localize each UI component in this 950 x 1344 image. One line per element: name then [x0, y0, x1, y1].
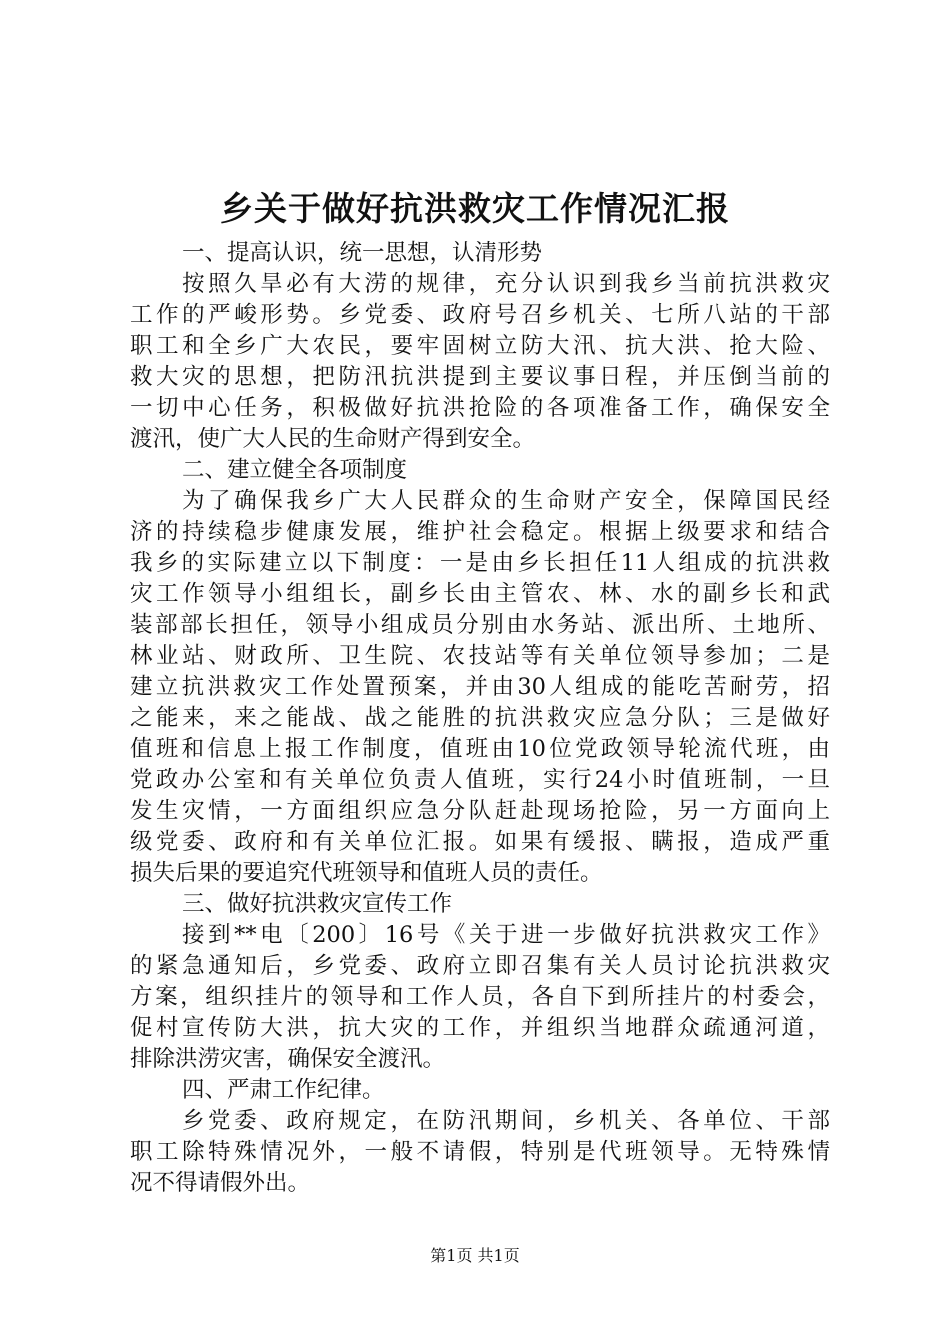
paragraph-line: 职工除特殊情况外，一般不请假，特别是代班领导。无特殊情 [130, 1139, 830, 1165]
paragraph-line: 乡党委、政府规定，在防汛期间，乡机关、各单位、干部 [182, 1108, 830, 1134]
paragraph-line: 损失后果的要追究代班领导和值班人员的责任。 [130, 860, 603, 886]
paragraph-line: 促村宣传防大洪，抗大灾的工作，并组织当地群众疏通河道， [130, 1015, 830, 1041]
paragraph-line: 发生灾情，一方面组织应急分队赶赴现场抢险，另一方面向上 [130, 798, 830, 824]
paragraph-line: 排除洪涝灾害，确保安全渡汛。 [130, 1046, 446, 1072]
paragraph-line: 灾工作领导小组组长，副乡长由主管农、林、水的副乡长和武 [130, 581, 830, 607]
paragraph-line: 救大灾的思想，把防汛抗洪提到主要议事日程，并压倒当前的 [130, 364, 830, 390]
paragraph-line: 为了确保我乡广大人民群众的生命财产安全，保障国民经 [182, 488, 830, 514]
section-heading: 二、建立健全各项制度 [182, 457, 408, 483]
paragraph-line: 工作的严峻形势。乡党委、政府号召乡机关、七所八站的干部 [130, 302, 830, 328]
paragraph-line: 的紧急通知后，乡党委、政府立即召集有关人员讨论抗洪救灾 [130, 953, 830, 979]
paragraph-line: 济的持续稳步健康发展，维护社会稳定。根据上级要求和结合 [130, 519, 830, 545]
paragraph-line: 值班和信息上报工作制度，值班由10位党政领导轮流代班，由 [130, 736, 830, 762]
section-heading: 一、提高认识，统一思想，认清形势 [182, 240, 543, 266]
paragraph-line: 林业站、财政所、卫生院、农技站等有关单位领导参加；二是 [130, 643, 830, 669]
paragraph-line: 一切中心任务，积极做好抗洪抢险的各项准备工作，确保安全 [130, 395, 830, 421]
section-heading: 三、做好抗洪救灾宣传工作 [182, 891, 453, 917]
paragraph-line: 方案，组织挂片的领导和工作人员，各自下到所挂片的村委会， [130, 984, 830, 1010]
paragraph-line: 建立抗洪救灾工作处置预案，并由30人组成的能吃苦耐劳，招 [130, 674, 830, 700]
document-title: 乡关于做好抗洪救灾工作情况汇报 [220, 189, 730, 228]
paragraph-line: 之能来，来之能战、战之能胜的抗洪救灾应急分队；三是做好 [130, 705, 830, 731]
document-body [130, 238, 830, 1199]
paragraph-line: 况不得请假外出。 [130, 1170, 311, 1196]
section-heading: 四、严肃工作纪律。 [182, 1077, 385, 1103]
paragraph-line: 党政办公室和有关单位负责人值班，实行24小时值班制，一旦 [130, 767, 830, 793]
paragraph-line: 按照久旱必有大涝的规律，充分认识到我乡当前抗洪救灾 [182, 271, 830, 297]
paragraph-line: 装部部长担任，领导小组成员分别由水务站、派出所、土地所、 [130, 612, 830, 638]
page-footer: 第1页 共1页 [430, 1246, 520, 1265]
paragraph-line: 级党委、政府和有关单位汇报。如果有缓报、瞒报，造成严重 [130, 829, 830, 855]
paragraph-line: 我乡的实际建立以下制度：一是由乡长担任11人组成的抗洪救 [130, 550, 830, 576]
paragraph-line: 渡汛，使广大人民的生命财产得到安全。 [130, 426, 536, 452]
paragraph-line: 职工和全乡广大农民，要牢固树立防大汛、抗大洪、抢大险、 [130, 333, 830, 359]
paragraph-line: 接到**电〔200〕16号《关于进一步做好抗洪救灾工作》 [182, 922, 830, 948]
